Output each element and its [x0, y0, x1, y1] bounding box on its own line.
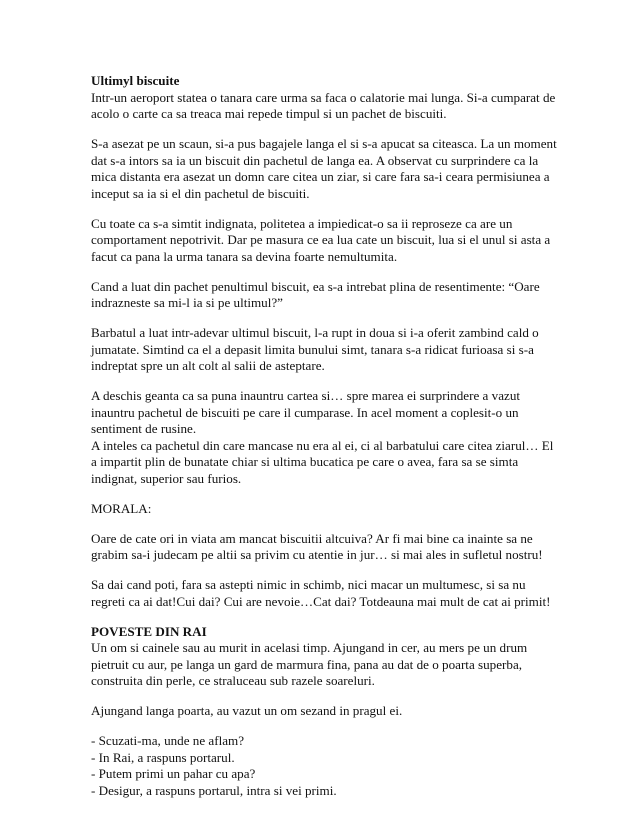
paragraph: S-a asezat pe un scaun, si-a pus bagajele langa el si s-a apucat sa citeasca. La un moment dat s-a intors sa ia un biscuit din pachetul de langa ea. A observat cu surprindere ca la mica distanta era asezat un domn care citea un ziar, si care fara sa-i ceara permisiunea a inceput sa ia si el din pachetul de biscuiti. [91, 136, 557, 201]
document-body [91, 73, 561, 799]
paragraph: A inteles ca pachetul din care mancase nu era al ei, ci al barbatului care citea ziarul… El a impartit plin de bunatate chiar si ultima bucatica pe care o avea, fara sa se simta indignat, superior sau furios. [91, 437, 554, 486]
paragraph: Intr-un aeroport statea o tanara care urma sa faca o calatorie mai lunga. Si-a cumparat de acolo o carte ca sa treaca mai repede timpul si un pachet de biscuiti. [91, 89, 556, 121]
dialogue-line: - Desigur, a raspuns portarul, intra si vei primi. [91, 782, 337, 798]
dialogue-line: - In Rai, a raspuns portarul. [91, 749, 235, 765]
paragraph: Ajungand langa poarta, au vazut un om sezand in pragul ei. [91, 703, 403, 718]
paragraph: Un om si cainele sau au murit in acelasi timp. Ajungand in cer, au mers pe un drum pietruit cu aur, pe langa un gard de marmura fina, pana au dat de o poarta superba, construita din perle, ce straluceau sub razele soareluri. [91, 640, 528, 688]
paragraph: Cu toate ca s-a simtit indignata, politetea a impiedicat-o sa ii reproseze ca are un comportament nepotrivit. Dar pe masura ce ea lua cate un biscuit, lua si el unul si asta a facut ca pana la urma tanara sa devina foarte nemultumita. [91, 215, 551, 264]
story-title-text: Ultimyl biscuite [91, 73, 180, 88]
paragraph: Barbatul a luat intr-adevar ultimul biscuit, l-a rupt in doua si i-a oferit zambind cald o jumatate. Simtind ca el a depasit limita bunului simt, tanara s-a ridicat furioasa si s-a indreptat spre un alt colt al salii de asteptare. [91, 325, 539, 373]
paragraph: Cand a luat din pachet penultimul biscuit, ea s-a intrebat plina de resentimente: “Oare indrazneste sa mi-l ia si pe ultimul?” [91, 278, 540, 310]
story-title [91, 73, 561, 90]
dialogue-line: - Scuzati-ma, unde ne aflam? [91, 733, 245, 748]
dialogue-line: - Putem primi un pahar cu apa? [91, 766, 256, 781]
paragraph: Sa dai cand poti, fara sa astepti nimic in schimb, nici macar un multumesc, si sa nu regreti ca ai dat!Cui dai? Cui are nevoie…Cat dai? Totdeauna mai mult de cat ai primit! [91, 577, 551, 609]
paragraph: A deschis geanta ca sa puna inauntru cartea si… spre marea ei surprindere a vazut inauntru pachetul de biscuiti pe care il cumparase. In acel moment a coplesit-o un sentiment de rusine. [91, 388, 520, 436]
morala-label: MORALA: [91, 500, 152, 516]
paragraph: Oare de cate ori in viata am mancat biscuitii altcuiva? Ar fi mai bine ca inainte sa ne grabim sa-i judecam pe altii sa privim cu atentie in jur… si mai ales in sufletul nostru! [91, 530, 543, 562]
story-title-text: POVESTE DIN RAI [91, 623, 207, 639]
story-title [91, 624, 561, 641]
